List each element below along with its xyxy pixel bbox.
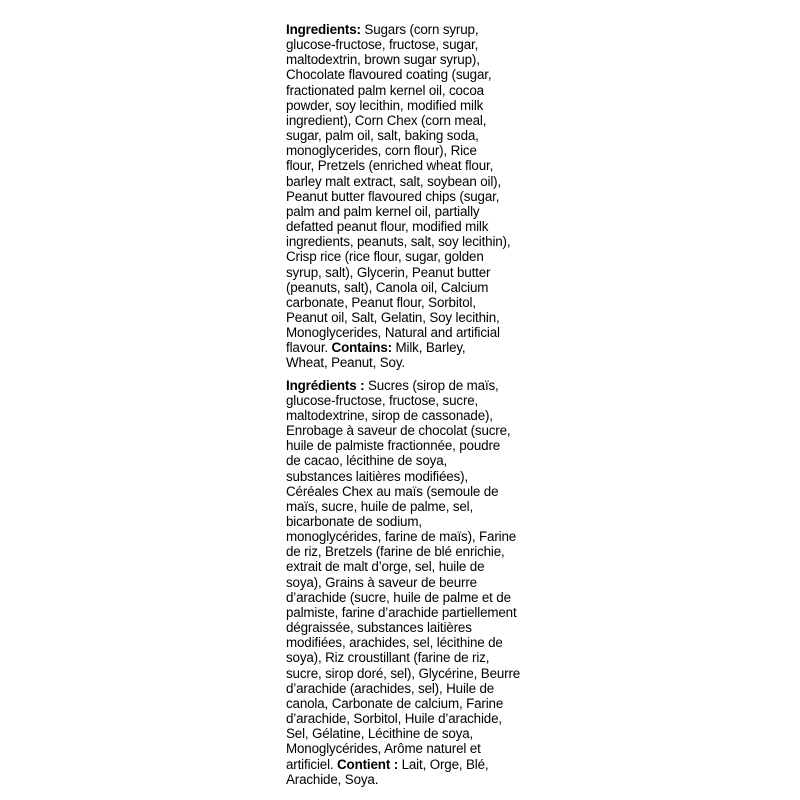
french-line-21: d’arachide (arachides, sel), Huile de xyxy=(286,680,495,696)
french-line-16: palmiste, farine d’arachide partiellement xyxy=(286,604,517,620)
english-line-15: ingredients, peanuts, salt, soy lecithin), xyxy=(286,234,511,250)
french-line-7: substances laitières modifiées), xyxy=(286,468,469,484)
french-line-12: de riz, Bretzels (farine de blé enrichie, xyxy=(286,544,505,560)
english-line-21: Monoglycerides, Natural and artificial xyxy=(286,325,500,341)
french-line-2: glucose-fructose, fructose, sucre, xyxy=(286,392,479,408)
english-line-9: monoglycerides, corn flour), Rice xyxy=(286,143,477,159)
french-line-8: Céréales Chex au maïs (semoule de xyxy=(286,483,499,499)
french-line-22: canola, Carbonate de calcium, Farine xyxy=(286,695,504,711)
english-line-20: Peanut oil, Salt, Gelatin, Soy lecithin, xyxy=(286,309,500,325)
english-line-18: (peanuts, salt), Canola oil, Calcium xyxy=(286,279,489,295)
english-line-8: sugar, palm oil, salt, baking soda, xyxy=(286,128,479,144)
english-line-3: maltodextrin, brown sugar syrup), xyxy=(286,52,480,68)
english-line-2: glucose-fructose, fructose, sugar, xyxy=(286,37,479,53)
english-line-7: ingredient), Corn Chex (corn meal, xyxy=(286,112,487,128)
french-line-6: de cacao, lécithine de soya, xyxy=(286,453,448,469)
english-ingredients-heading: Ingredients: xyxy=(286,22,361,37)
english-line-23: Wheat, Peanut, Soy. xyxy=(286,355,405,371)
english-line-13: palm and palm kernel oil, partially xyxy=(286,203,480,219)
english-line-19: carbonate, Peanut flour, Sorbitol, xyxy=(286,294,476,310)
french-line-18: modifiées, arachides, sel, lécithine de xyxy=(286,635,503,651)
french-line-19: soya), Riz croustillant (farine de riz, xyxy=(286,650,490,666)
english-contains-label: Contains: xyxy=(331,340,392,356)
english-line-14: defatted peanut flour, modified milk xyxy=(286,219,489,235)
english-line-4: Chocolate flavoured coating (sugar, xyxy=(286,67,492,83)
french-line-9: maïs, sucre, huile de palme, sel, xyxy=(286,498,474,514)
french-line-20: sucre, sirop doré, sel), Glycérine, Beurre xyxy=(286,665,521,681)
french-contains-label: Contient : xyxy=(337,756,399,772)
english-line-17: syrup, salt), Glycerin, Peanut butter xyxy=(286,264,491,280)
french-line-15: d’arachide (sucre, huile de palme et de xyxy=(286,589,511,605)
french-line-4: Enrobage à saveur de chocolat (sucre, xyxy=(286,423,511,439)
french-line-23: d’arachide, Sorbitol, Huile d’arachide, xyxy=(286,711,502,727)
french-line-14: soya), Grains à saveur de beurre xyxy=(286,574,477,590)
english-line-11: barley malt extract, salt, soybean oil), xyxy=(286,173,502,189)
english-line-22: flavour. Contains: Milk, Barley, xyxy=(286,340,466,356)
english-line-12: Peanut butter flavoured chips (sugar, xyxy=(286,188,500,204)
french-line-27: Arachide, Soya. xyxy=(286,771,379,787)
french-line-10: bicarbonate de sodium, xyxy=(286,514,422,529)
english-line-10: flour, Pretzels (enriched wheat flour, xyxy=(286,158,494,174)
french-line-11: monoglycérides, farine de maïs), Farine xyxy=(286,529,517,545)
english-line-5: fractionated palm kernel oil, cocoa xyxy=(286,82,484,98)
english-line-1: Ingredients: Sugars (corn syrup, xyxy=(286,22,479,37)
french-line-24: Sel, Gélatine, Lécithine de soya, xyxy=(286,726,474,742)
ingredients-panel xyxy=(286,22,521,787)
french-line-5: huile de palmiste fractionnée, poudre xyxy=(286,438,501,454)
french-ingredients-heading: Ingrédients : xyxy=(286,377,365,393)
french-line-17: dégraissée, substances laitières xyxy=(286,620,472,636)
english-line-6: powder, soy lecithin, modified milk xyxy=(286,97,484,113)
french-line-1: Ingrédients : Sucres (sirop de maïs, xyxy=(286,377,499,393)
french-line-26: artificiel. Contient : Lait, Orge, Blé, xyxy=(286,756,489,772)
english-line-16: Crisp rice (rice flour, sugar, golden xyxy=(286,249,484,265)
french-line-25: Monoglycérides, Arôme naturel et xyxy=(286,741,481,757)
french-line-13: extrait de malt d’orge, sel, huile de xyxy=(286,559,485,575)
french-line-3: maltodextrine, sirop de cassonade), xyxy=(286,407,493,423)
english-ingredients-block xyxy=(286,22,521,371)
french-ingredients-block xyxy=(286,378,521,787)
